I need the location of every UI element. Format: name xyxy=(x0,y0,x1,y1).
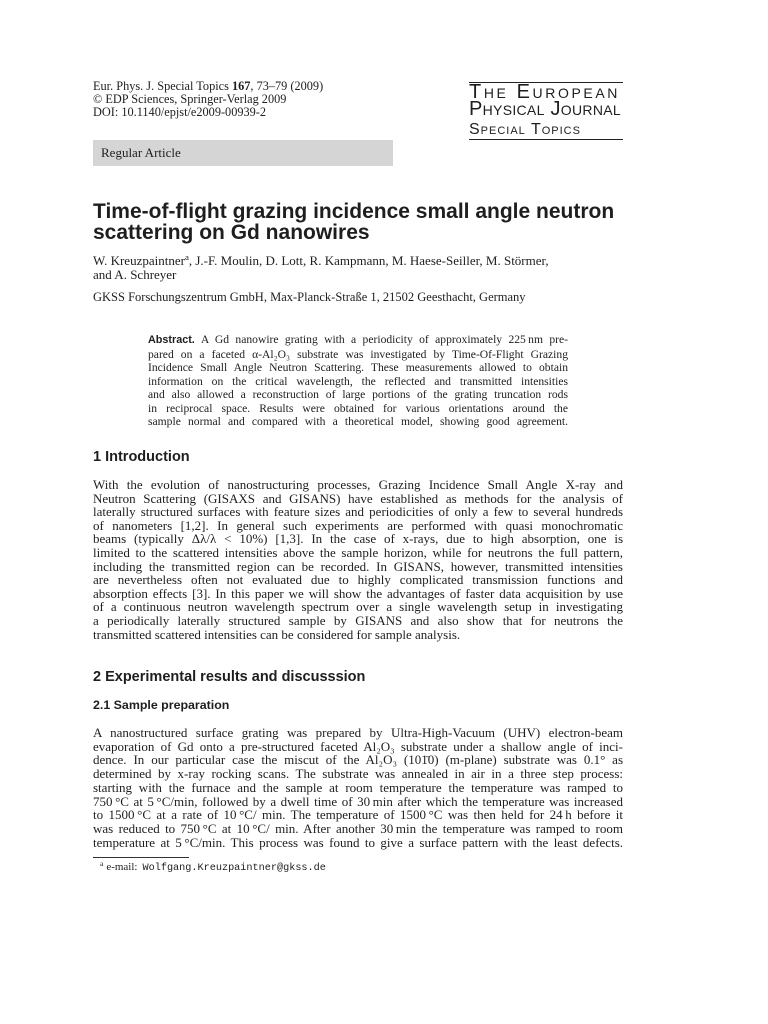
paragraph-line: temperature at 5 °C/min. This process was found to give a surface pattern with the least defects. xyxy=(93,834,623,850)
citation-journal: Eur. Phys. J. Special Topics xyxy=(93,78,232,93)
paragraph-line: limited to the scattered intensities above the sample horizon, while for neutrons the full pattern, xyxy=(93,544,623,560)
paper-title-line: scattering on Gd nanowires xyxy=(93,220,370,244)
journal-header xyxy=(93,80,323,119)
author-line: and A. Schreyer xyxy=(93,267,177,282)
paragraph-line: was reduced to 750 °C at 10 °C/ min. After another 30 min the temperature was ramped to room xyxy=(93,820,623,836)
paragraph-line: With the evolution of nanostructuring processes, Grazing Incidence Small Angle X-ray and xyxy=(93,477,623,492)
paragraph-line: including the transmitted region can be recorded. In GISANS, however, transmitted intensities xyxy=(93,558,623,574)
paragraph xyxy=(93,478,623,641)
section-heading: 1 Introduction xyxy=(93,448,190,465)
abstract-line: sample normal and compared with a theoretical model, showing good agreement. xyxy=(148,415,568,428)
co-authors: , J.-F. Moulin, D. Lott, R. Kampmann, M. Haese-Seiller, M. Störmer, xyxy=(188,253,549,268)
footnote xyxy=(100,858,326,875)
paragraph-line: absorption effects [3]. In this paper we will show the advantages of faster data acquisition by use xyxy=(93,585,623,601)
citation-volume: 167 xyxy=(231,78,251,93)
paragraph-line: A nanostructured surface grating was prepared by Ultra-High-Vacuum (UHV) electron-beam xyxy=(93,725,623,740)
logo-line-the-european: The European xyxy=(469,81,620,103)
author-line xyxy=(93,254,549,268)
abstract-text: A Gd nanowire grating with a periodicity of approximately 225 nm pre- xyxy=(200,333,568,346)
doi-line: DOI: 10.1140/epjst/e2009-00939-2 xyxy=(93,104,267,119)
journal-citation xyxy=(93,80,323,93)
paragraph-line: of a continuous neutron wavelength spectrum over a single wavelength setup in investigating xyxy=(93,599,623,615)
paragraph-line: 750 °C at 5 °C/min, followed by a dwell time of 30 min after which the temperature was increased xyxy=(93,793,623,809)
subsection-heading: 2.1 Sample preparation xyxy=(93,697,230,712)
paragraph-line: to 1500 °C at a rate of 10 °C/ min. The temperature of 1500 °C was then held for 24 h before it xyxy=(93,807,623,823)
logo-line-physical-journal: Physical Journal xyxy=(469,98,621,120)
article-type-label: Regular Article xyxy=(101,145,181,160)
affiliation: GKSS Forschungszentrum GmbH, Max-Planck-Straße 1, 21502 Geesthacht, Germany xyxy=(93,289,526,304)
footnote-rule xyxy=(93,857,189,858)
logo-line-special-topics: Special Topics xyxy=(469,120,581,138)
paragraph-line: starting with the furnace and the sample at room temperature the temperature was ramped to xyxy=(93,779,623,795)
paragraph-line: determined by x-ray rocking scans. The substrate was annealed in air in a three step process: xyxy=(93,766,623,782)
footnote-label: e-mail: xyxy=(106,861,138,873)
paragraph-line: Neutron Scattering (GISAXS and GISANS) have established as methods for the analysis of xyxy=(93,490,623,506)
citation-pages-year: , 73–79 (2009) xyxy=(250,78,324,93)
paragraph-line: of nanometers [1,2]. In general such experiments are performed with quasi monochromatic xyxy=(93,517,623,533)
abstract-line: and also allowed a reconstruction of large portions of the grating truncation rods xyxy=(148,388,568,401)
paragraph-line: laterally structured surfaces with feature sizes and periodicities of only a few to several hundreds xyxy=(93,504,623,520)
paragraph-line: dence. In our particular case the miscut of the Al₂O₃ (101̄0) (m-plane) substrate was 0.1° as xyxy=(93,752,623,768)
abstract-line: information on the critical wavelength, the reflected and transmitted intensities xyxy=(148,374,568,388)
article-type-box xyxy=(93,140,393,166)
footnote-marker: a xyxy=(184,252,189,263)
abstract-line xyxy=(148,333,568,348)
footnote-email: Wolfgang.Kreuzpaintner@gkss.de xyxy=(142,863,326,874)
paragraph-line: are nevertheless often not evaluated due to highly complicated transmission functions and xyxy=(93,572,623,588)
paragraph-line: transmitted scattered intensities can be considered for sample analysis. xyxy=(93,626,461,642)
paragraph-line: a periodically laterally structured sample by GISANS and also show that for neutrons the xyxy=(93,612,623,628)
paragraph xyxy=(93,726,623,849)
logo-rule-bottom xyxy=(469,139,623,140)
abstract-line: Incidence Small Angle Neutron Scattering. These measurements allowed to obtain xyxy=(148,361,568,374)
paper-title xyxy=(93,201,614,243)
abstract xyxy=(148,333,568,429)
author-list xyxy=(93,254,549,282)
abstract-line: in reciprocal space. Results were obtained for various orientations around the xyxy=(148,401,568,415)
paragraph-line: beams (typically Δλ/λ < 10%) [1,3]. In the case of x-rays, due to high absorption, one is xyxy=(93,531,623,547)
paper-title-line: Time-of-flight grazing incidence small angle neutron xyxy=(93,199,615,223)
copyright-line: © EDP Sciences, Springer-Verlag 2009 xyxy=(93,91,287,106)
paragraph-line: evaporation of Gd onto a pre-structured faceted Al₂O₃ substrate under a shallow angle of inci- xyxy=(93,738,623,754)
abstract-line: pared on a faceted α-Al₂O₃ substrate was investigated by Time-Of-Flight Grazing xyxy=(148,347,568,361)
first-author: W. Kreuzpaintner xyxy=(93,253,185,268)
footnote-marker: a xyxy=(100,858,104,868)
abstract-label: Abstract. xyxy=(148,334,195,346)
section-heading: 2 Experimental results and discusssion xyxy=(93,668,366,685)
